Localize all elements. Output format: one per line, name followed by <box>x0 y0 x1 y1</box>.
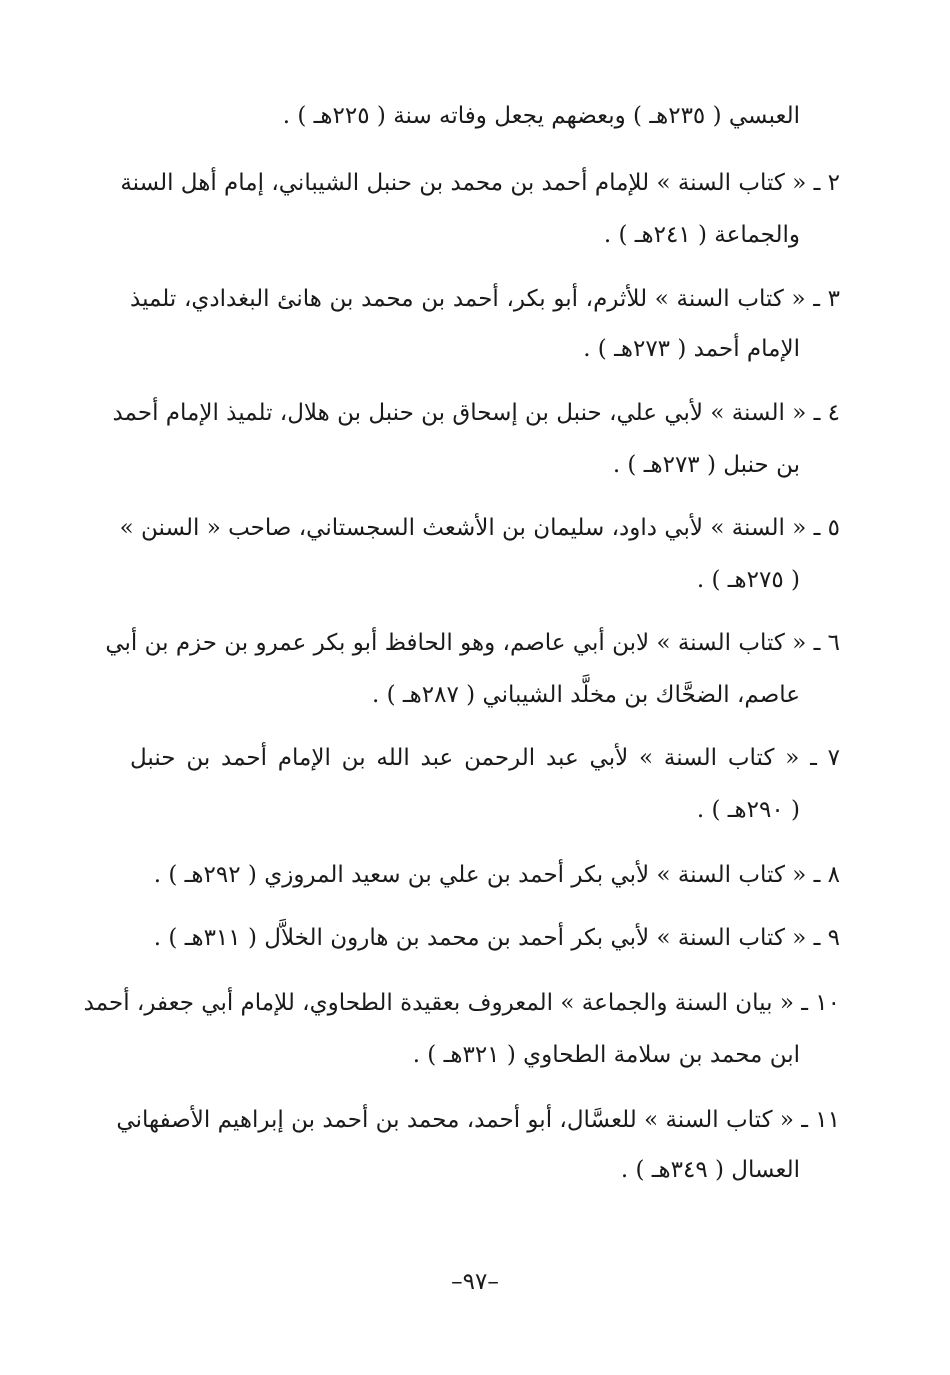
list-item-2-line-2: والجماعة ( ٢٤١هـ ) . <box>603 222 800 248</box>
list-item-4-line-2: بن حنبل ( ٢٧٣هـ ) . <box>612 452 800 478</box>
list-item-11-line-1: ١١ ـ « كتاب السنة » للعسَّال، أبو أحمد، محمد بن أحمد بن إبراهيم الأصفهاني <box>116 1107 840 1133</box>
list-item-2-line-1: ٢ ـ « كتاب السنة » للإمام أحمد بن محمد بن حنبل الشيباني، إمام أهل السنة <box>120 170 840 196</box>
list-item-5-line-2: ( ٢٧٥هـ ) . <box>696 567 800 593</box>
list-item-6-line-1: ٦ ـ « كتاب السنة » لابن أبي عاصم، وهو الحافظ أبو بكر عمرو بن حزم بن أبي <box>105 630 840 656</box>
list-item-5-line-1: ٥ ـ « السنة » لأبي داود، سليمان بن الأشعث السجستاني، صاحب « السنن » <box>119 515 840 541</box>
list-item-7-line-1: ٧ ـ « كتاب السنة » لأبي عبد الرحمن عبد الله بن الإمام أحمد بن حنبل <box>130 745 840 771</box>
list-item-8: ٨ ـ « كتاب السنة » لأبي بكر أحمد بن علي بن سعيد المروزي ( ٢٩٢هـ ) . <box>153 862 840 888</box>
list-item-7-line-2: ( ٢٩٠هـ ) . <box>696 797 800 823</box>
list-item-3-line-2: الإمام أحمد ( ٢٧٣هـ ) . <box>583 336 800 362</box>
list-item-6-line-2: عاصم، الضحَّاك بن مخلَّد الشيباني ( ٢٨٧هـ ) . <box>372 682 800 708</box>
list-item-3-line-1: ٣ ـ « كتاب السنة » للأثرم، أبو بكر، أحمد بن محمد بن هانئ البغدادي، تلميذ <box>130 286 840 312</box>
list-item-10-line-2: ابن محمد بن سلامة الطحاوي ( ٣٢١هـ ) . <box>412 1042 800 1068</box>
text-line: العبسي ( ٢٣٥هـ ) وبعضهم يجعل وفاته سنة ( ٢٢٥هـ ) . <box>282 103 800 129</box>
list-item-10-line-1: ١٠ ـ « بيان السنة والجماعة » المعروف بعقيدة الطحاوي، للإمام أبي جعفر، أحمد <box>83 990 840 1016</box>
list-item-11-line-2: العسال ( ٣٤٩هـ ) . <box>620 1157 800 1183</box>
list-item-9: ٩ ـ « كتاب السنة » لأبي بكر أحمد بن محمد بن هارون الخلاَّل ( ٣١١هـ ) . <box>153 925 840 951</box>
page-number: –٩٧– <box>451 1269 499 1295</box>
list-item-4-line-1: ٤ ـ « السنة » لأبي علي، حنبل بن إسحاق بن حنبل بن هلال، تلميذ الإمام أحمد <box>112 400 840 426</box>
